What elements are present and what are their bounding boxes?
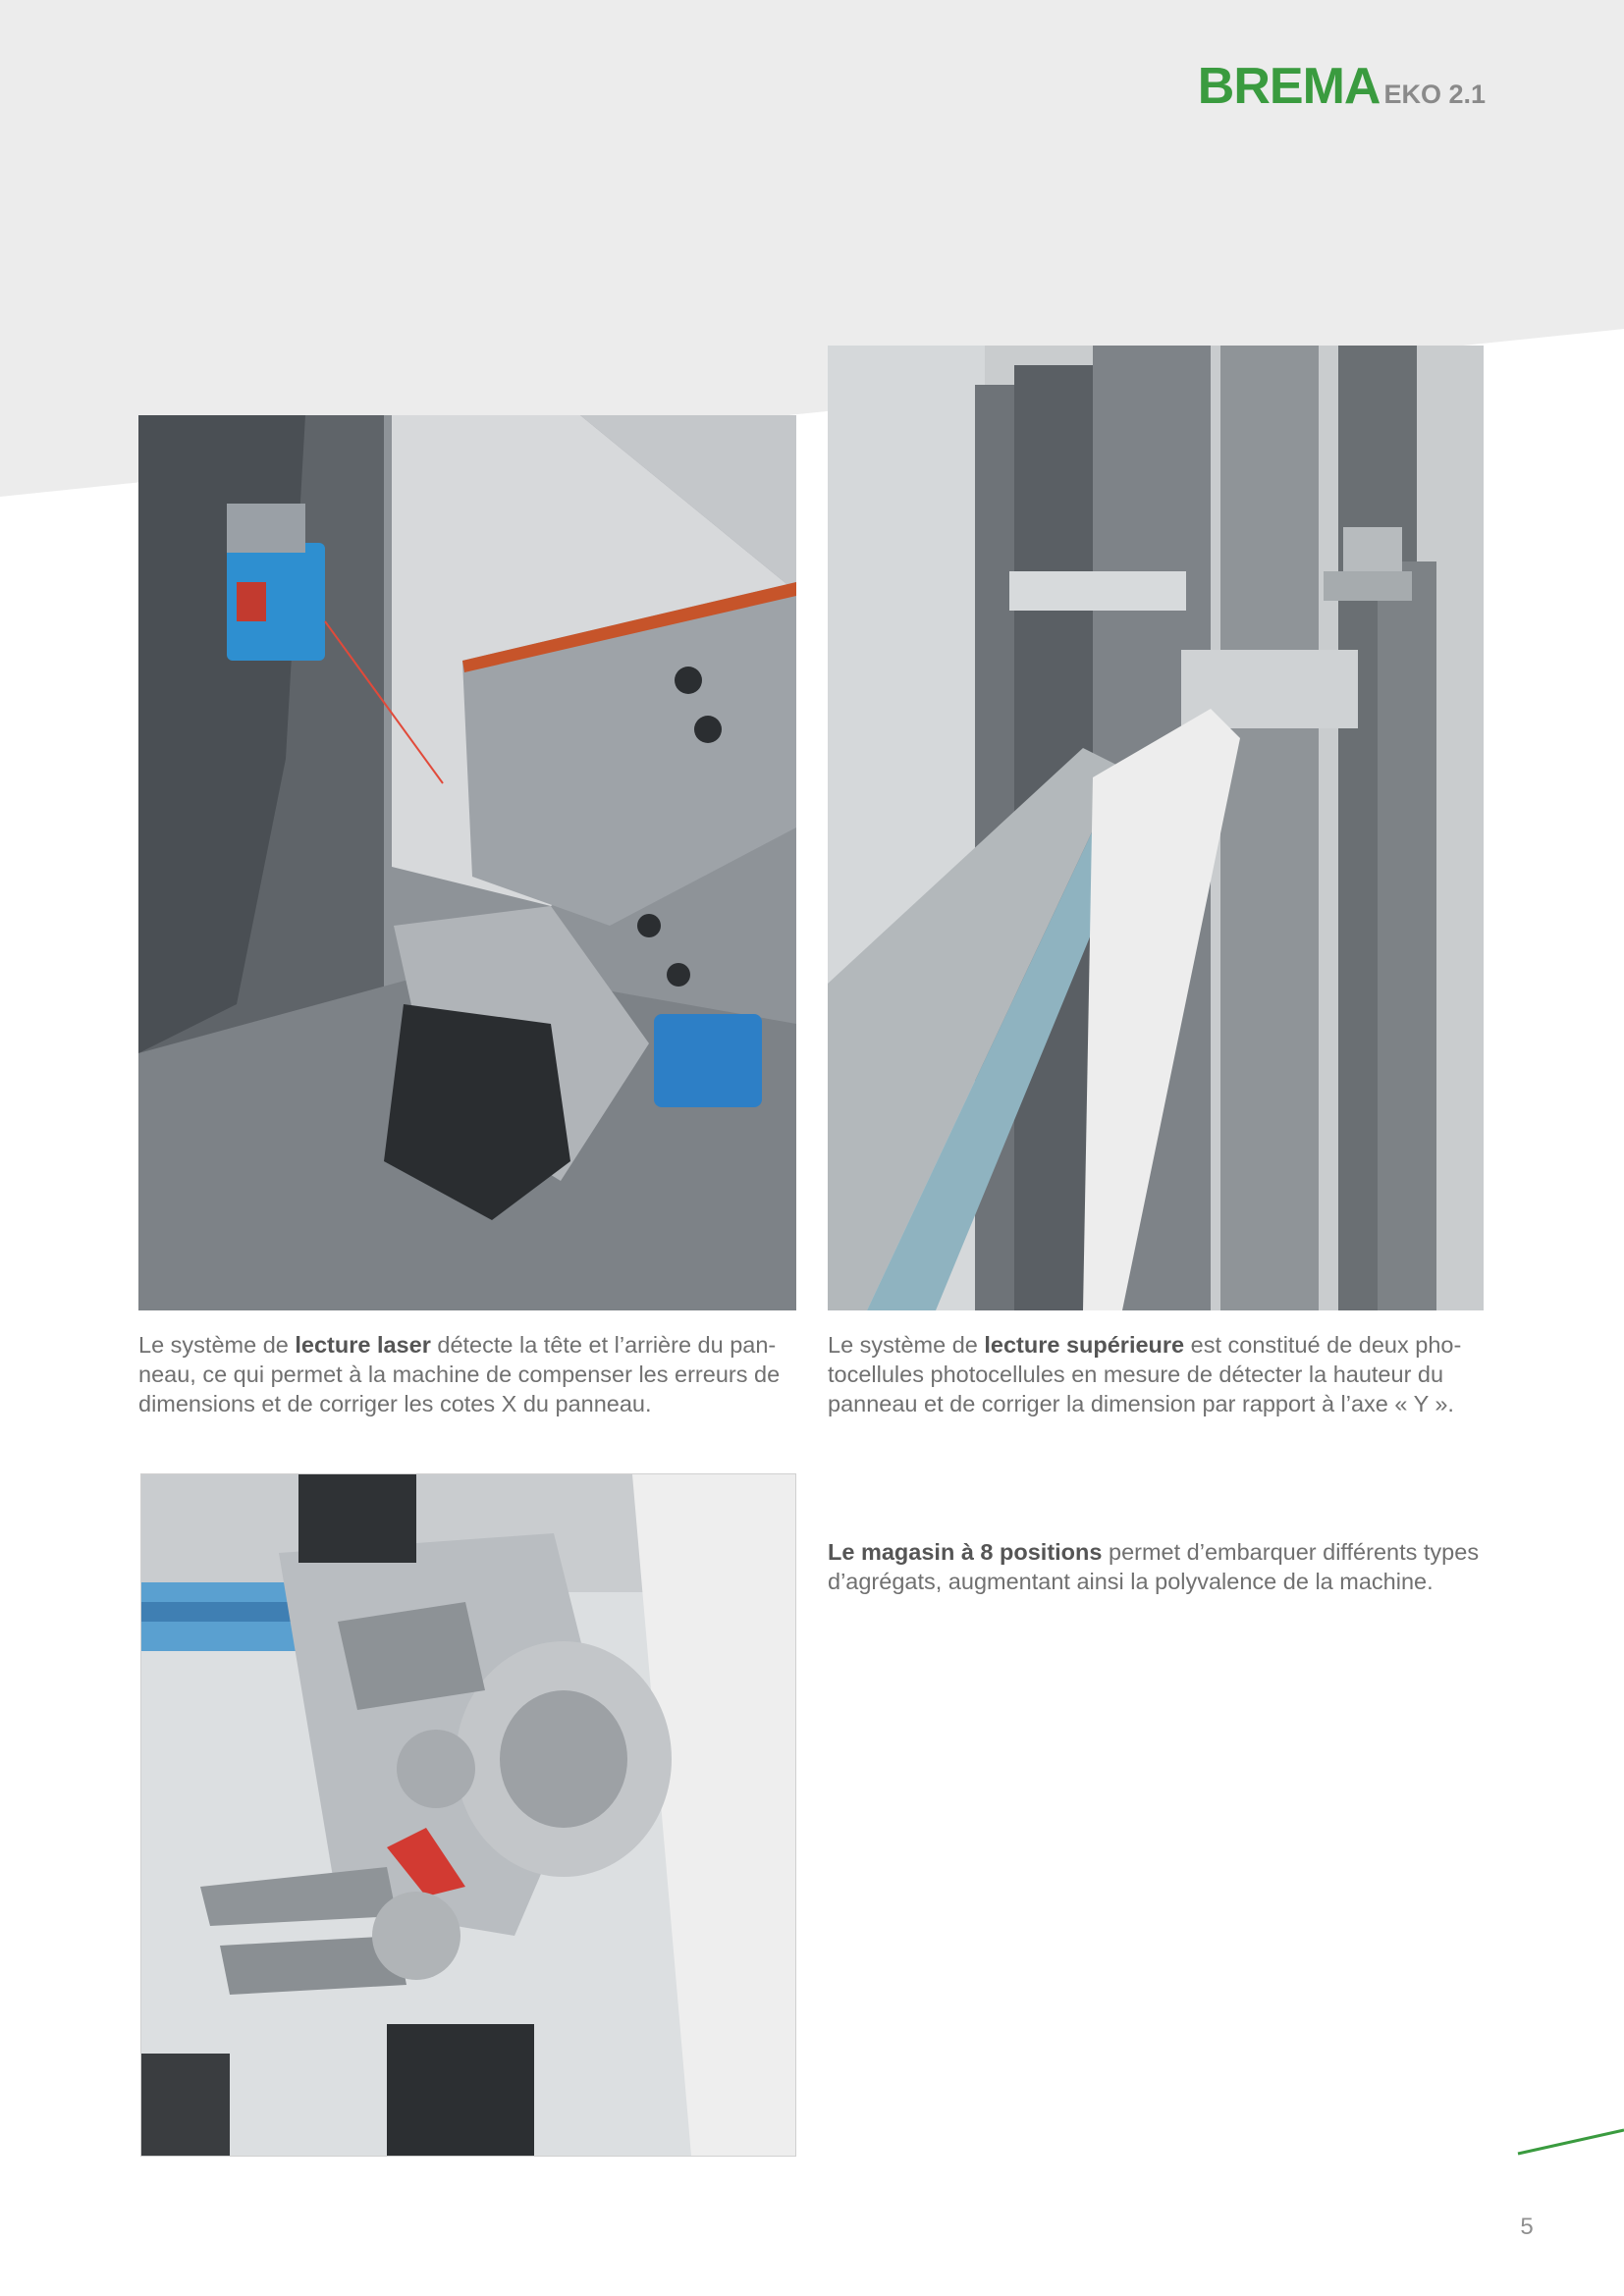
brand-logo	[1198, 57, 1486, 116]
caption-line: neau, ce qui permet à la machine de compenser les erreurs de	[138, 1362, 781, 1387]
tool-magazine-photo	[140, 1473, 796, 2157]
upper-photocell-reader-photo	[828, 346, 1484, 1310]
laser-reader-photo	[138, 415, 796, 1310]
brand-name: BREMA	[1197, 58, 1380, 115]
upper-reader-caption	[828, 1330, 1486, 1418]
page-number: 5	[1520, 2214, 1534, 2240]
caption-line: d’agrégats, augmentant ainsi la polyvalence de la machine.	[828, 1569, 1434, 1594]
caption-emphasis: lecture supérieure	[984, 1332, 1185, 1358]
caption-line	[828, 1537, 1486, 1567]
caption-emphasis: lecture laser	[295, 1332, 431, 1358]
brand-model: EKO 2.1	[1383, 80, 1486, 109]
caption-text: Le système de	[138, 1332, 296, 1358]
laser-reader-caption	[138, 1330, 796, 1418]
caption-text: Le système de	[828, 1332, 985, 1358]
caption-text: permet d’embarquer différents types	[1102, 1539, 1480, 1565]
green-accent-line	[1512, 2120, 1624, 2179]
caption-line: tocellules photocellules en mesure de détecter la hauteur du	[828, 1362, 1444, 1387]
caption-line	[138, 1330, 796, 1360]
caption-line: panneau et de corriger la dimension par rapport à l’axe « Y ».	[828, 1391, 1454, 1416]
magazine-caption	[828, 1537, 1486, 1596]
caption-emphasis: Le magasin à 8 positions	[828, 1539, 1103, 1565]
caption-line	[828, 1330, 1486, 1360]
caption-text: détecte la tête et l’arrière du pan-	[430, 1332, 777, 1358]
caption-text: est constitué de deux pho-	[1184, 1332, 1462, 1358]
caption-line: dimensions et de corriger les cotes X du panneau.	[138, 1391, 652, 1416]
